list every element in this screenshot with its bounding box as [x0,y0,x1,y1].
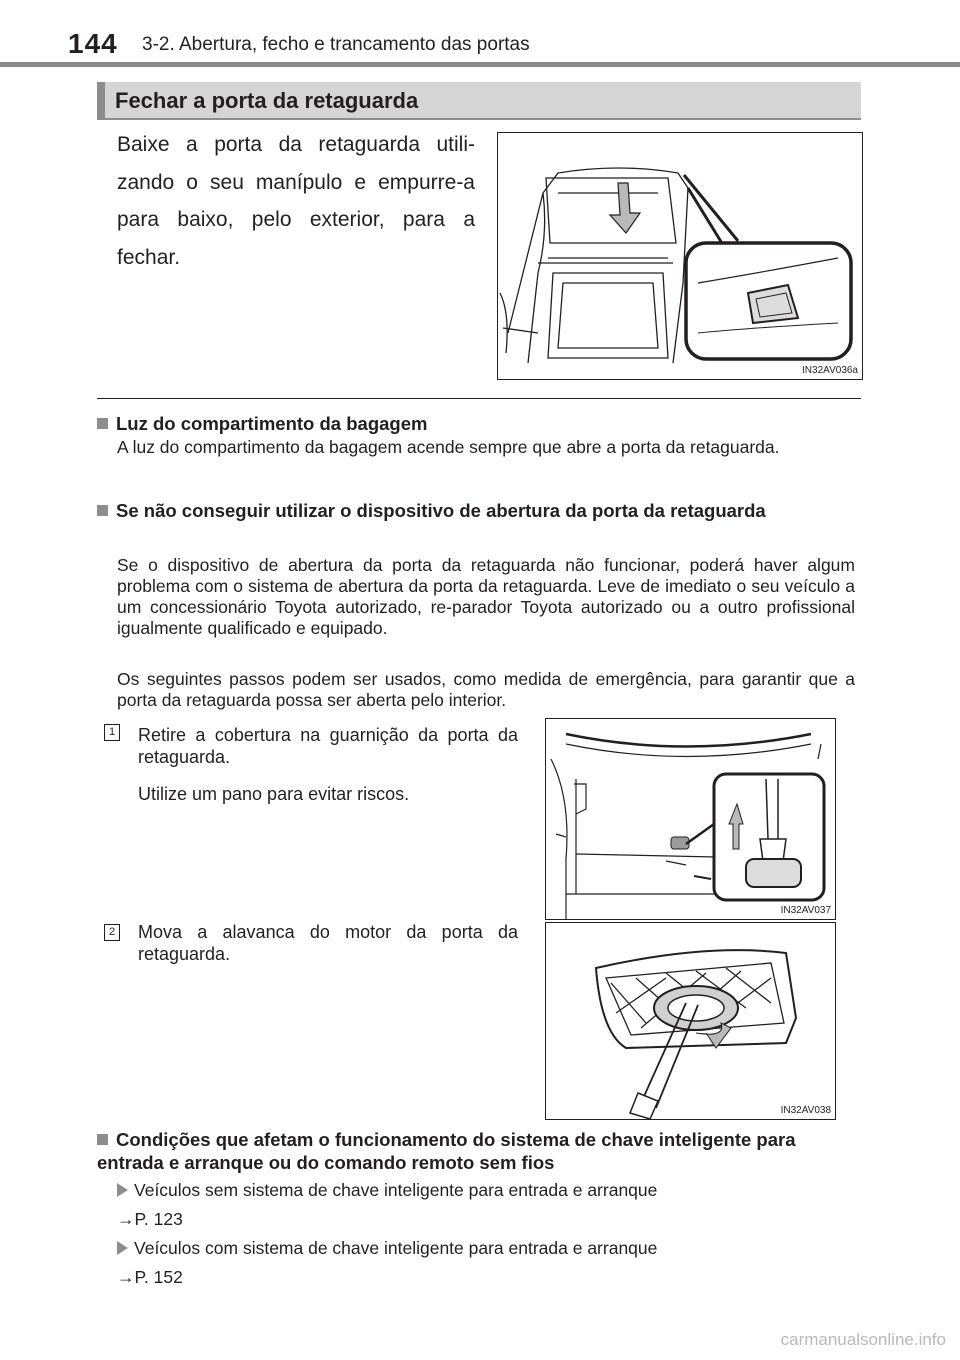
step-1-note: Utilize um pano para evitar riscos. [138,784,410,804]
figure-code: IN32AV037 [780,905,831,916]
square-bullet-icon [97,1134,108,1145]
luggage-light-text: A luz do compartimento da bagagem acende sempre que abre a porta da retaguarda. [117,437,780,457]
bullet-heading-opener-failure: Se não conseguir utilizar o dispositivo de abertura da porta da retaguarda [97,499,861,522]
down-arrow-icon [610,183,640,233]
lever-illustration [546,923,835,1119]
emergency-steps-text: Os seguintes passos podem ser usados, como medida de emergência, para garantir que a porta da retaguarda possa ser aberta pelo interior. [117,669,855,710]
opener-failure-text: Se o dispositivo de abertura da porta da retaguarda não funcionar, poderá haver algum problema com o sistema de abertura da porta da retaguarda. Leve de imediato o seu veículo a um concessionário Toyota autorizado, re-parador Toyota autorizado ou a outro profissional igualmente qualificado e equipado. [117,555,855,638]
section-title: Fechar a porta da retaguarda [115,88,419,113]
ref-item-with-smart-key: Veículos com sistema de chave inteligente para entrada e arranque [117,1237,657,1259]
step-number: 2 [104,924,120,941]
step-2-text: Mova a alavanca do motor da porta da retaguarda. [138,922,518,964]
step-number: 1 [104,724,120,741]
square-bullet-icon [97,505,108,516]
figure-code: IN32AV036a [802,365,858,376]
step-1-text: Retire a cobertura na guarnição da porta da retaguarda. [138,725,518,767]
triangle-bullet-icon [117,1241,128,1255]
intro-paragraph: Baixe a porta da retaguarda utili-zando o seu manípulo e empurre-a para baixo, pelo exterior, para a fechar. [117,133,475,269]
header-rule [0,62,960,67]
triangle-bullet-icon [117,1183,128,1197]
bullet-heading-luggage-light: Luz do compartimento da bagagem [97,412,861,435]
cover-removal-illustration [546,719,835,919]
ref-page-link[interactable]: →P. 152 [117,1267,183,1287]
figure-code: IN32AV038 [780,1105,831,1116]
ref-item-without-smart-key: Veículos sem sistema de chave inteligente para entrada e arranque [117,1179,657,1201]
chapter-title: 3-2. Abertura, fecho e trancamento das portas [142,34,530,55]
figure-remove-cover [545,718,836,920]
figure-tailgate-closing [497,132,863,380]
page-number: 144 [68,28,118,59]
divider [97,398,861,399]
figure-move-lever [545,922,836,1120]
square-bullet-icon [97,418,108,429]
watermark: carmanualsonline.info [780,1330,946,1349]
bullet-heading-smart-key-conditions: Condições que afetam o funcionamento do sistema de chave inteligente para entrada e arranque ou do comando remoto sem fios [97,1129,796,1173]
ref-page-link[interactable]: →P. 123 [117,1209,183,1229]
tailgate-illustration [498,133,862,379]
section-header [97,82,861,120]
